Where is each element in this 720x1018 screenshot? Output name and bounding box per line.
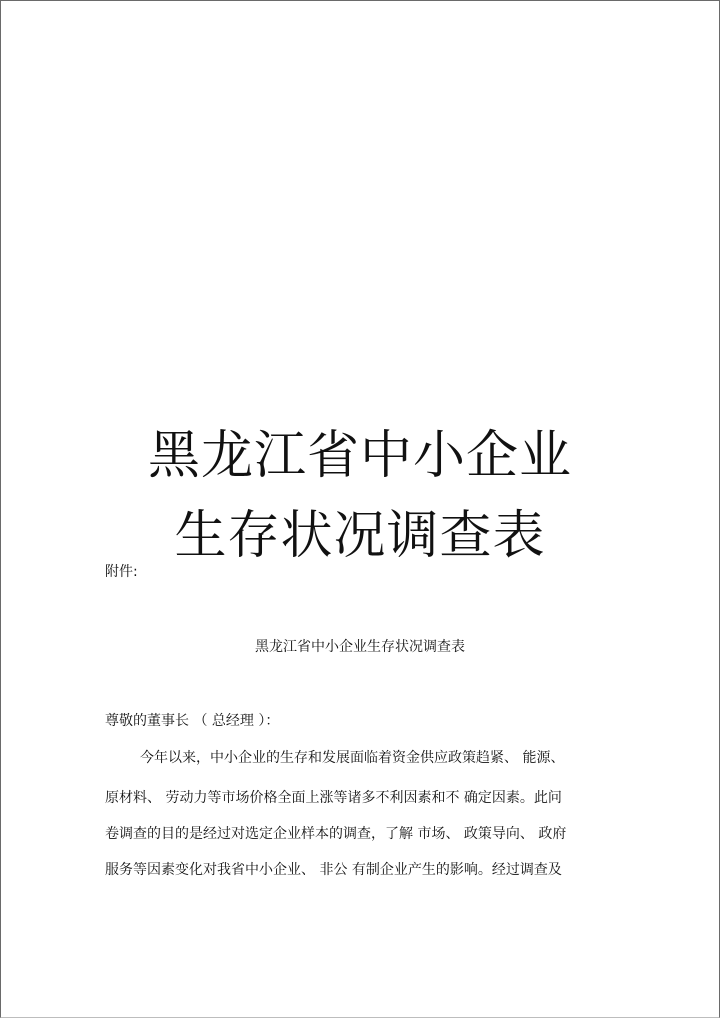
body-paragraph-line: 服务等因素变化对我省中小企业、 非公 有制企业产生的影响。经过调查及 — [105, 862, 562, 878]
body-paragraph-line: 原材料、 劳动力等市场价格全面上涨等诸多不利因素和不 确定因素。此问 — [105, 790, 562, 806]
attachment-label: 附件: — [105, 564, 138, 580]
document-subtitle: 黑龙江省中小企业生存状况调查表 — [255, 639, 465, 655]
body-paragraph-line: 卷调查的目的是经过对选定企业样本的调查，了解 市场、 政策导向、 政府 — [105, 826, 567, 842]
document-title-line-2: 生存状况调查表 — [174, 506, 546, 566]
body-paragraph-line: 今年以来，中小企业的生存和发展面临着资金供应政策趋紧、 能源、 — [140, 750, 565, 766]
salutation: 尊敬的董事长 （ 总经理 ）： — [105, 713, 280, 729]
document-title-line-1: 黑龙江省中小企业 — [147, 426, 572, 486]
